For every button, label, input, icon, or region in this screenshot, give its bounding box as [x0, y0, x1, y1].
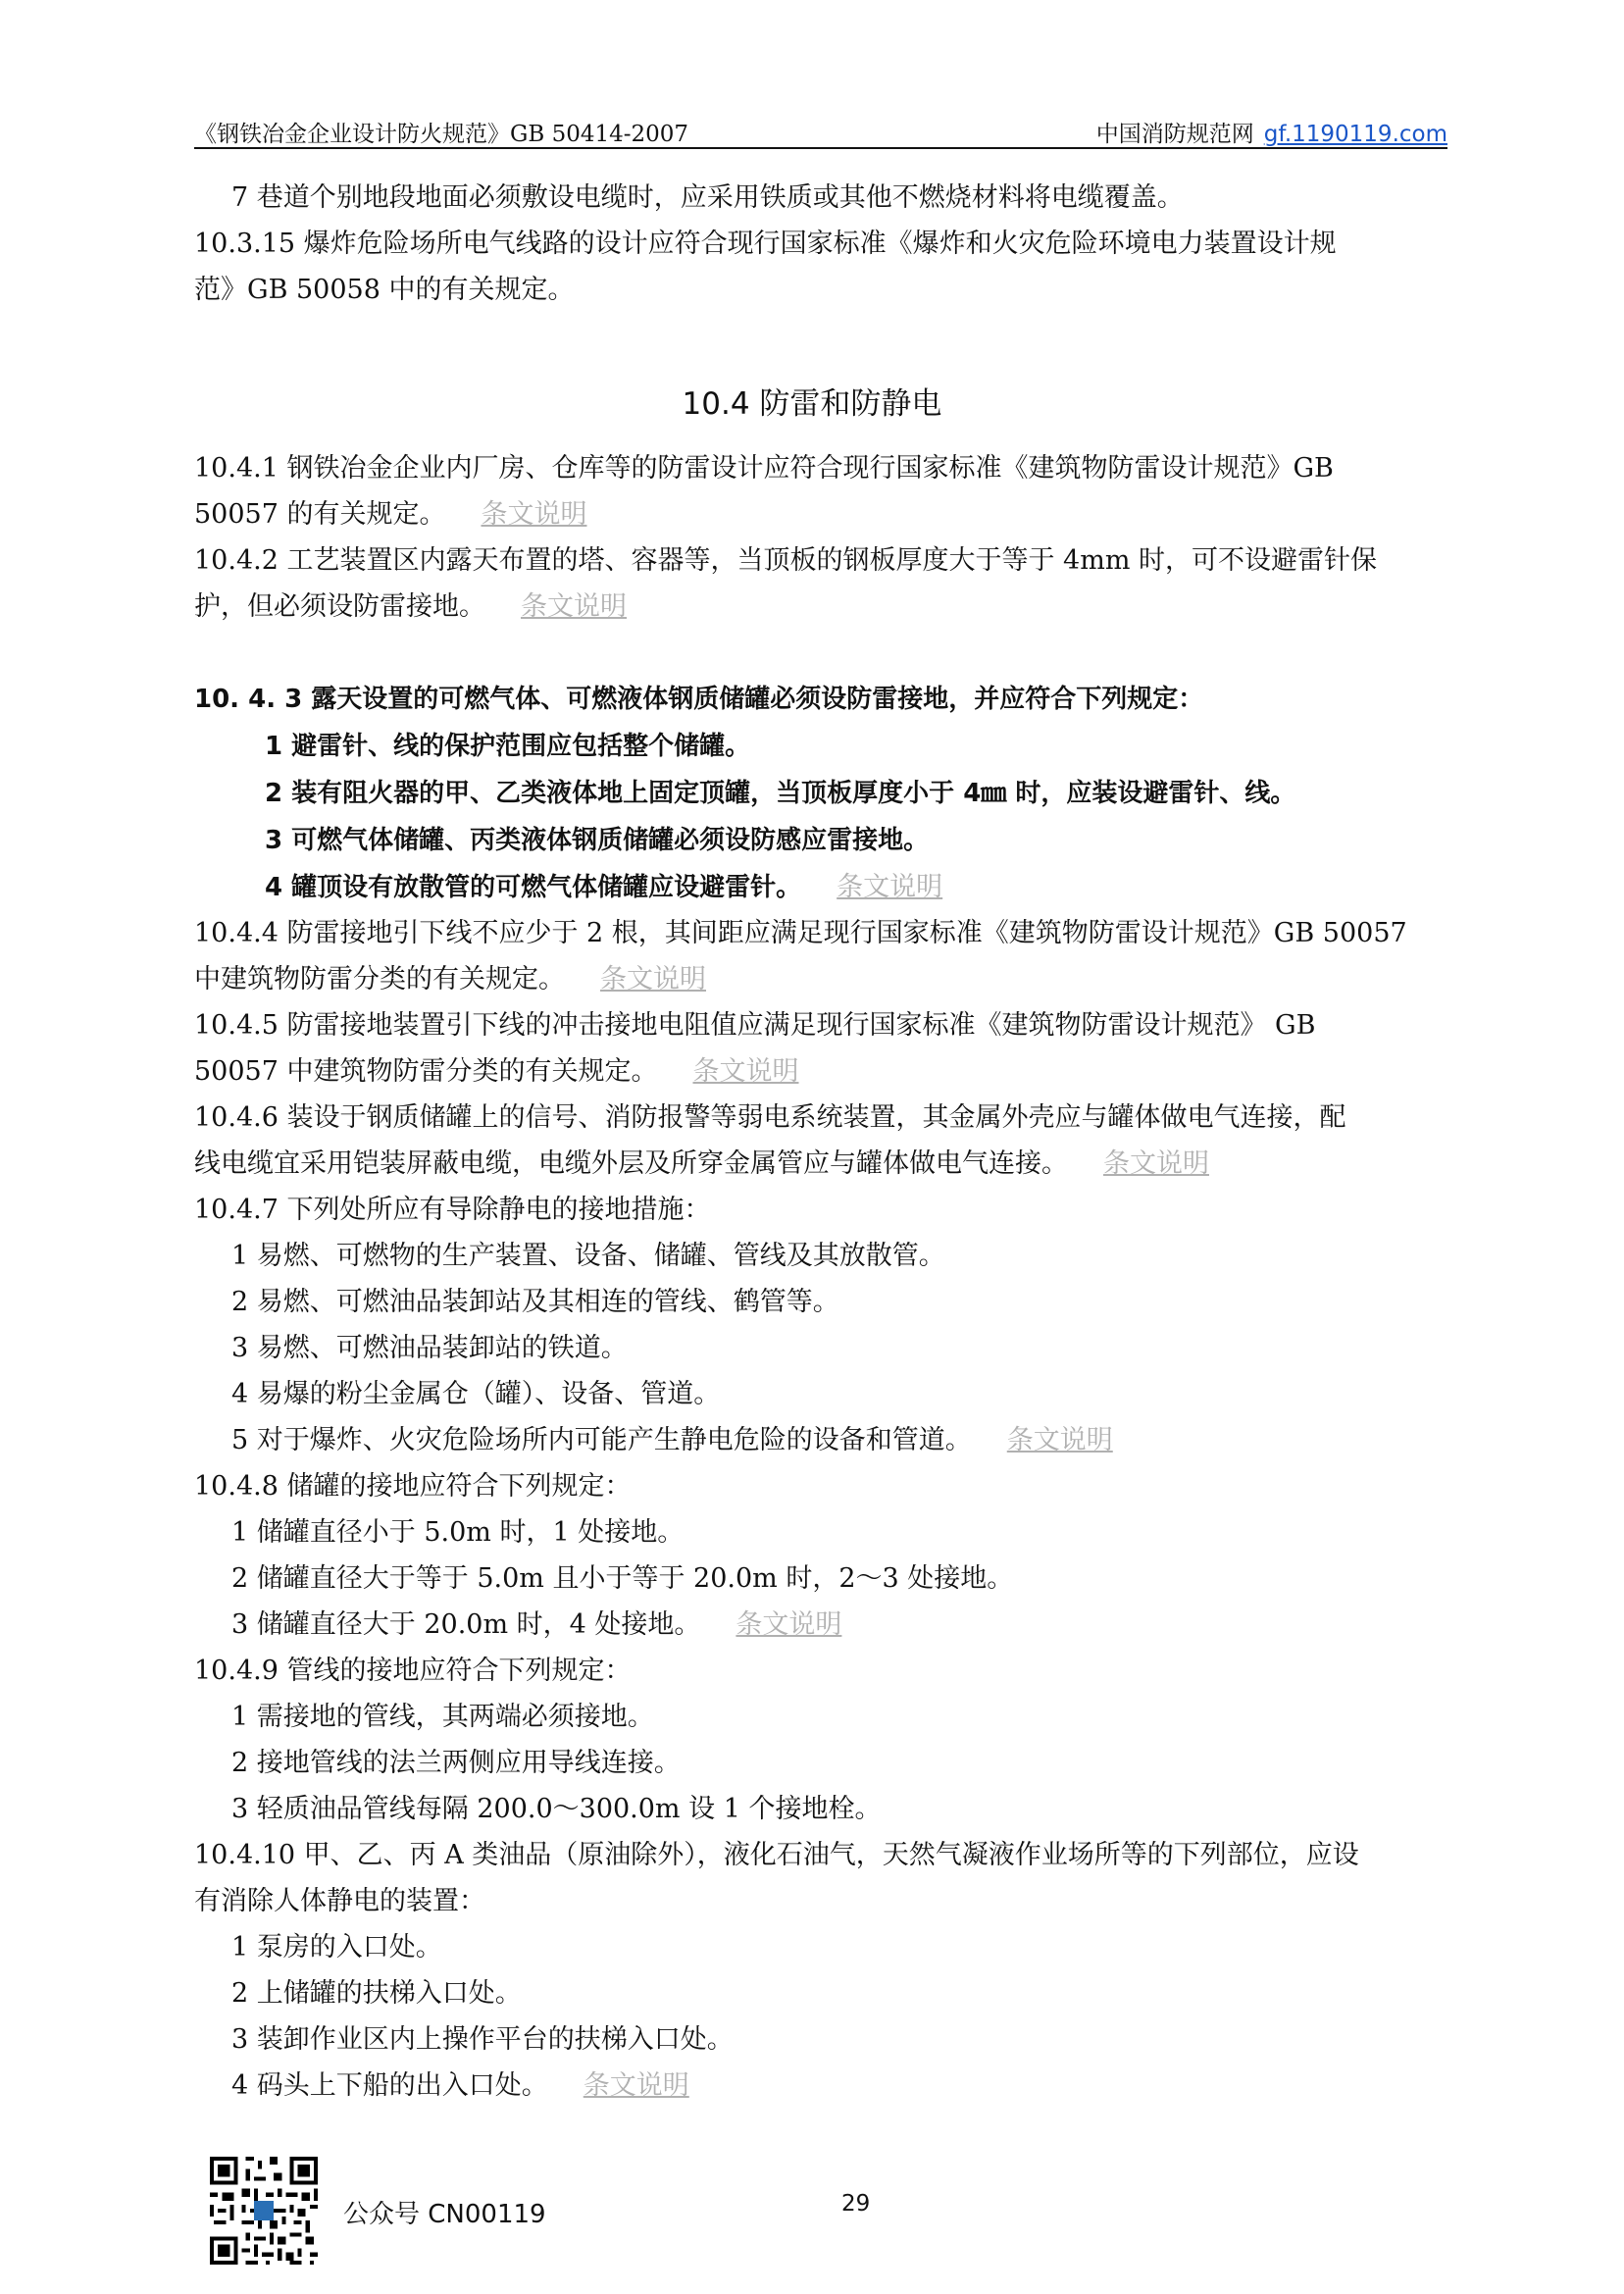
- clause-note-link[interactable]: 条文说明: [583, 2070, 689, 2101]
- header-site-link[interactable]: gf.1190119.com: [1263, 122, 1447, 147]
- clause-item-bold: 2 装有阻火器的甲、乙类液体地上固定顶罐，当顶板厚度小于 4㎜ 时，应装设避雷针、线。: [265, 779, 1296, 808]
- clause-line: 50057 的有关规定。 条文说明: [194, 499, 587, 530]
- clause-item: 4 码头上下船的出入口处。 条文说明: [231, 2070, 689, 2101]
- footer-account: 公众号 CN00119: [343, 2200, 546, 2229]
- clause-item: 3 储罐直径大于 20.0m 时，4 处接地。 条文说明: [231, 1609, 842, 1640]
- clause-item: 3 易燃、可燃油品装卸站的铁道。: [231, 1333, 628, 1363]
- clause-note-link[interactable]: 条文说明: [837, 872, 943, 902]
- page-number: 29: [841, 2191, 871, 2217]
- clause-line: 10.4.4 防雷接地引下线不应少于 2 根，其间距应满足现行国家标准《建筑物防雷设计规范》GB 50057: [194, 918, 1407, 948]
- clause-item: 2 储罐直径大于等于 5.0m 且小于等于 20.0m 时，2～3 处接地。: [231, 1563, 1014, 1594]
- clause-line: 10.4.9 管线的接地应符合下列规定：: [194, 1656, 632, 1686]
- clause-item: 3 装卸作业区内上操作平台的扶梯入口处。: [231, 2024, 734, 2055]
- clause-note-link[interactable]: 条文说明: [1103, 1148, 1209, 1179]
- clause-item: 1 储罐直径小于 5.0m 时，1 处接地。: [231, 1517, 685, 1548]
- clause-line: 护，但必须设防雷接地。 条文说明: [194, 591, 627, 622]
- clause-line: 有消除人体静电的装置：: [194, 1886, 485, 1916]
- clause-item-bold: 1 避雷针、线的保护范围应包括整个储罐。: [265, 732, 751, 761]
- clause-item: 1 泵房的入口处。: [231, 1932, 442, 1963]
- clause-line: 线电缆宜采用铠装屏蔽电缆，电缆外层及所穿金属管应与罐体做电气连接。 条文说明: [194, 1148, 1209, 1179]
- clause-line: 10.4.8 储罐的接地应符合下列规定：: [194, 1471, 632, 1502]
- clause-line: 10.4.7 下列处所应有导除静电的接地措施：: [194, 1195, 711, 1225]
- clause-line: 中建筑物防雷分类的有关规定。 条文说明: [194, 964, 706, 994]
- header-title: 《钢铁冶金企业设计防火规范》GB 50414-2007: [194, 122, 689, 147]
- clause-line: 10.4.10 甲、乙、丙 A 类油品（原油除外），液化石油气，天然气凝液作业场所等的下列部位，应设: [194, 1840, 1359, 1870]
- clause-item: 4 易爆的粉尘金属仓（罐）、设备、管道。: [231, 1379, 721, 1409]
- clause-item: 1 易燃、可燃物的生产装置、设备、储罐、管线及其放散管。: [231, 1241, 945, 1271]
- body-line: 10.3.15 爆炸危险场所电气线路的设计应符合现行国家标准《爆炸和火灾危险环境电力装置设计规: [194, 229, 1337, 259]
- clause-item: 2 易燃、可燃油品装卸站及其相连的管线、鹤管等。: [231, 1287, 839, 1317]
- clause-note-link[interactable]: 条文说明: [481, 499, 587, 530]
- clause-item: 3 轻质油品管线每隔 200.0～300.0m 设 1 个接地栓。: [231, 1794, 882, 1824]
- header-site-name: 中国消防规范网: [1095, 122, 1254, 147]
- clause-line: 10.4.1 钢铁冶金企业内厂房、仓库等的防雷设计应符合现行国家标准《建筑物防雷设计规范》GB: [194, 453, 1334, 484]
- clause-line-bold: 10. 4. 3 露天设置的可燃气体、可燃液体钢质储罐必须设防雷接地，并应符合下列规定：: [194, 685, 1204, 714]
- clause-item: 2 接地管线的法兰两侧应用导线连接。: [231, 1748, 681, 1778]
- clause-item-bold: 4 罐顶设有放散管的可燃气体储罐应设避雷针。 条文说明: [265, 872, 943, 902]
- clause-note-link[interactable]: 条文说明: [600, 964, 706, 994]
- body-line: 范》GB 50058 中的有关规定。: [194, 275, 575, 305]
- clause-note-link[interactable]: 条文说明: [736, 1609, 842, 1640]
- clause-item: 2 上储罐的扶梯入口处。: [231, 1978, 522, 2009]
- body-line: 7 巷道个别地段地面必须敷设电缆时，应采用铁质或其他不燃烧材料将电缆覆盖。: [231, 182, 1184, 213]
- clause-note-link[interactable]: 条文说明: [521, 591, 627, 622]
- clause-item: 1 需接地的管线，其两端必须接地。: [231, 1702, 654, 1732]
- clause-line: 10.4.2 工艺装置区内露天布置的塔、容器等，当顶板的钢板厚度大于等于 4mm 时，可不设避雷针保: [194, 545, 1378, 576]
- clause-line: 10.4.5 防雷接地装置引下线的冲击接地电阻值应满足现行国家标准《建筑物防雷设计规范》 GB: [194, 1010, 1316, 1041]
- clause-line: 50057 中建筑物防雷分类的有关规定。 条文说明: [194, 1056, 799, 1087]
- section-title: 10.4 防雷和防静电: [682, 386, 942, 422]
- header-divider: [194, 147, 1447, 149]
- clause-note-link[interactable]: 条文说明: [1006, 1425, 1113, 1455]
- clause-note-link[interactable]: 条文说明: [692, 1056, 799, 1087]
- clause-item-bold: 3 可燃气体储罐、丙类液体钢质储罐必须设防感应雷接地。: [265, 826, 930, 855]
- clause-line: 10.4.6 装设于钢质储罐上的信号、消防报警等弱电系统装置，其金属外壳应与罐体做电气连接，配: [194, 1102, 1346, 1133]
- qr-code-icon: [206, 2153, 322, 2269]
- header-site: [1096, 116, 1447, 148]
- clause-item: 5 对于爆炸、火灾危险场所内可能产生静电危险的设备和管道。 条文说明: [231, 1425, 1113, 1455]
